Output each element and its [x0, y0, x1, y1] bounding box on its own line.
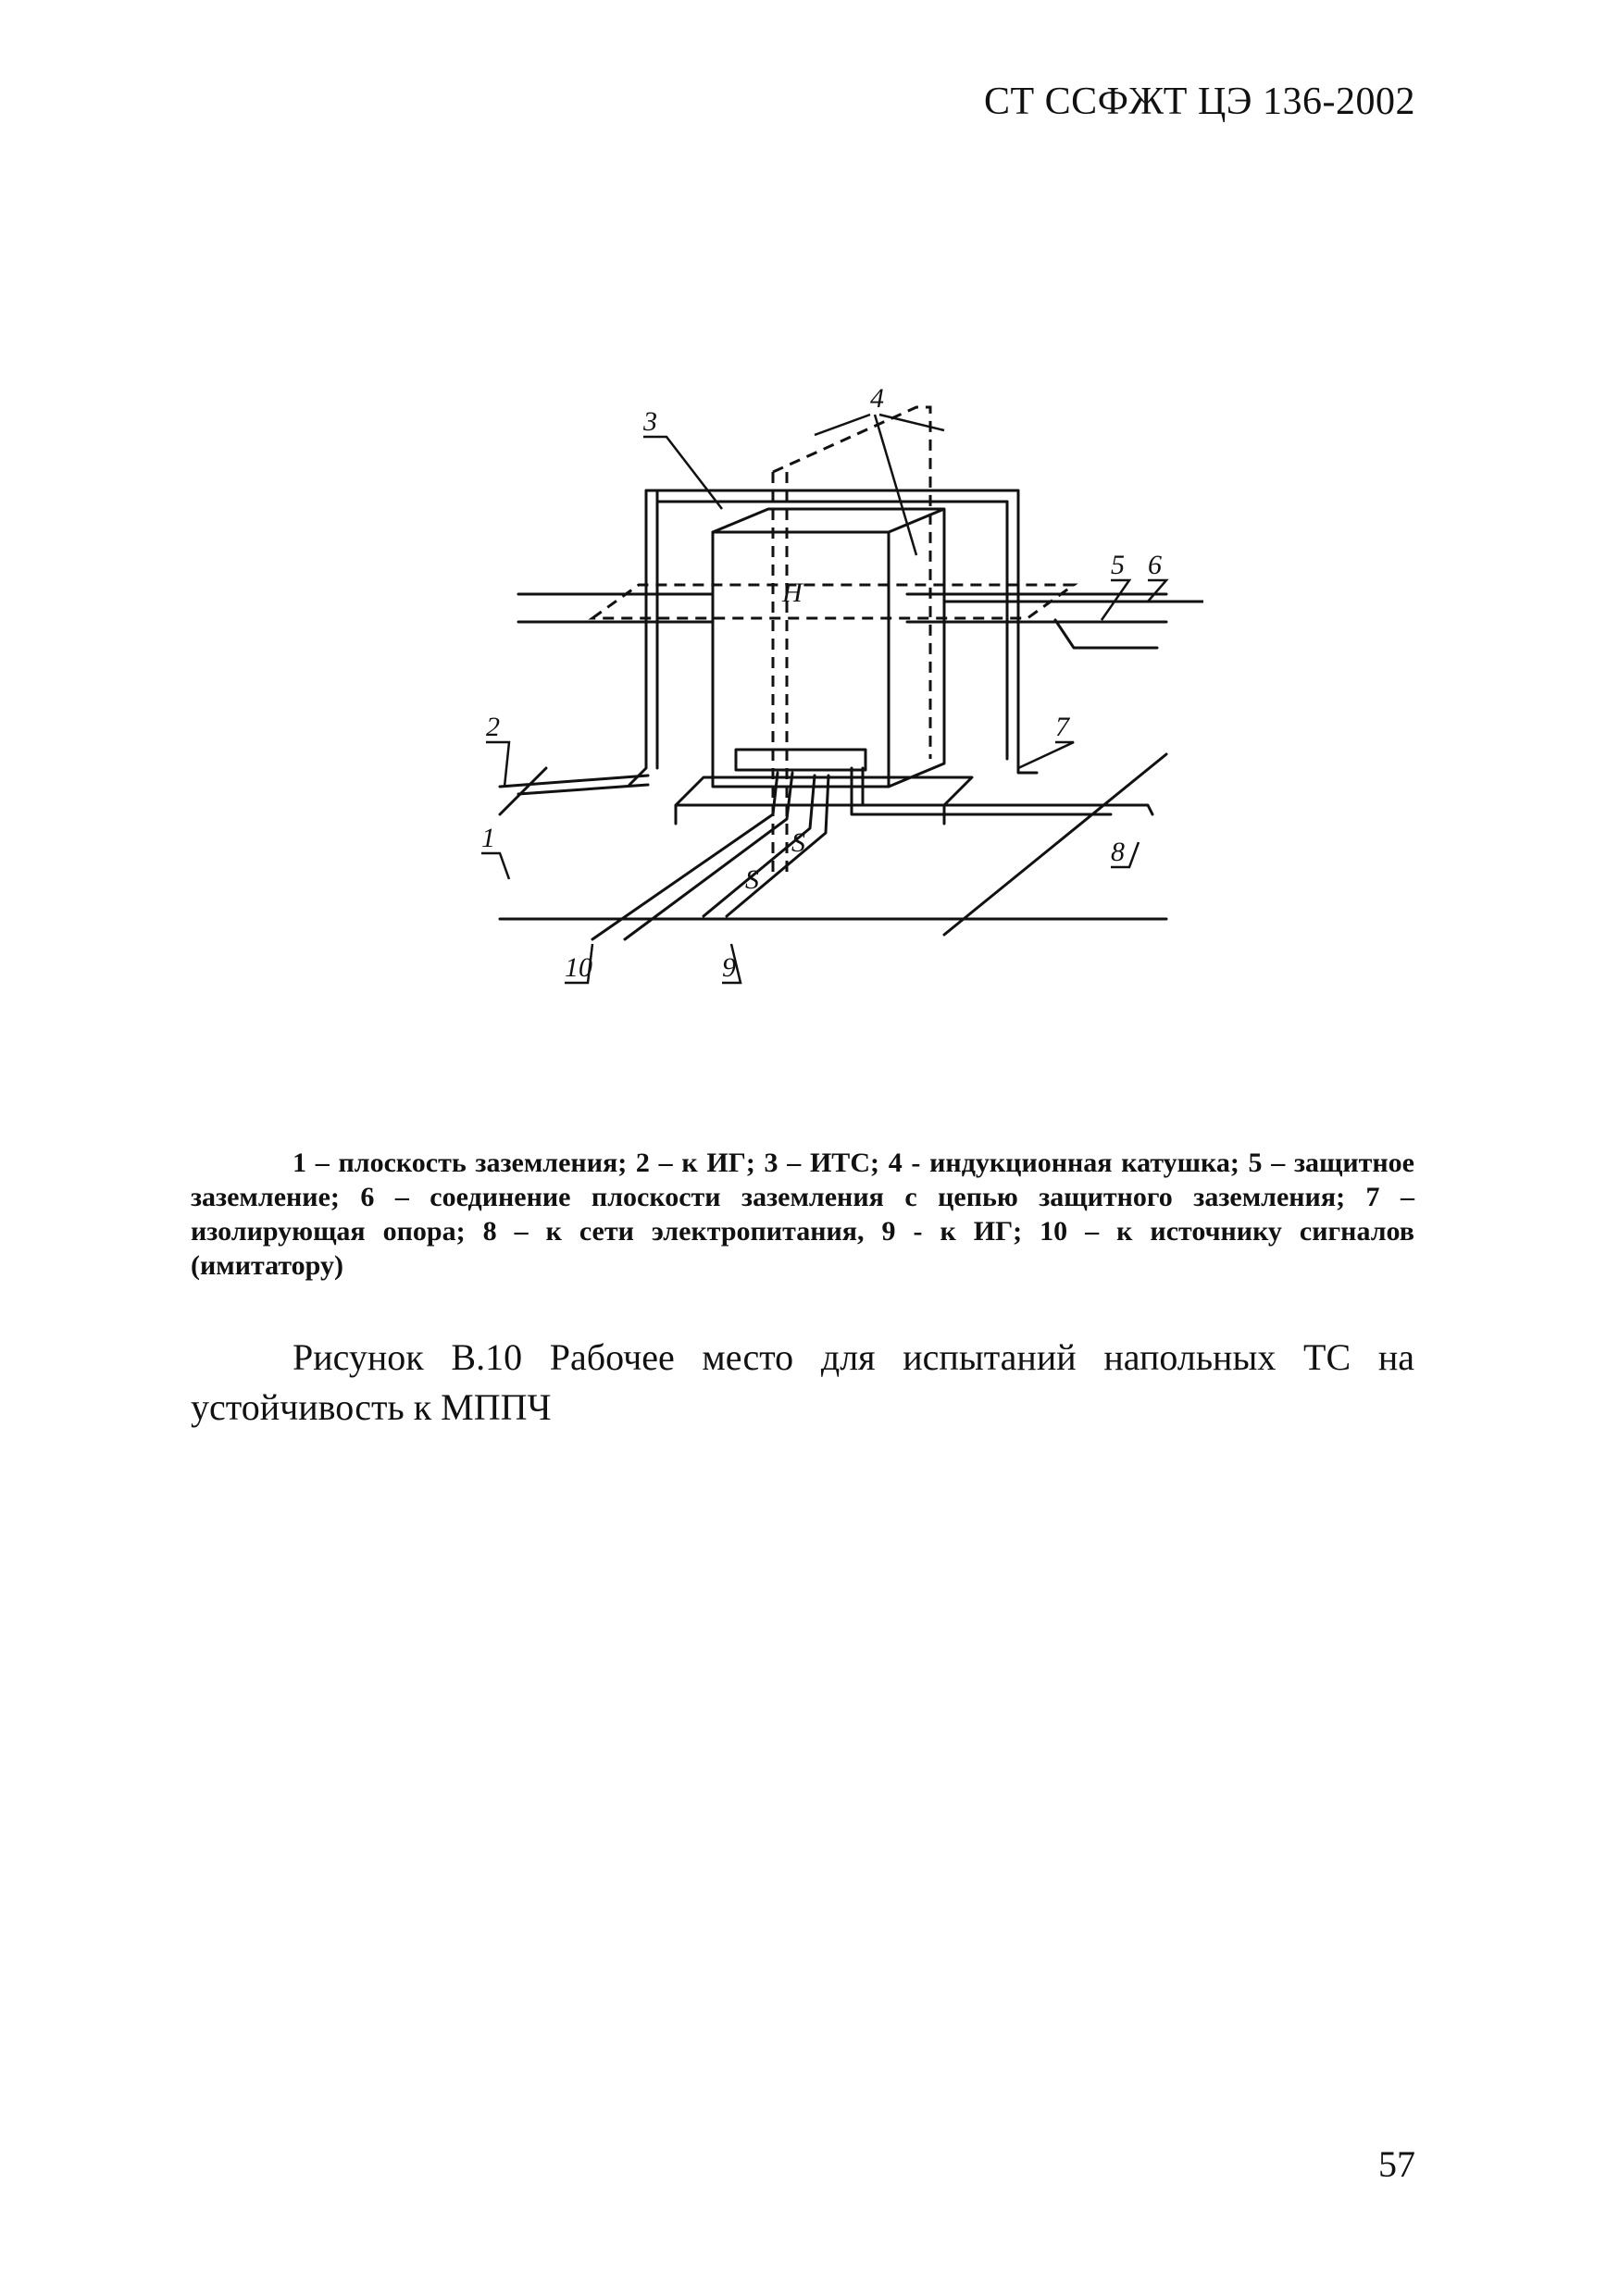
test-setup-figure	[463, 324, 1203, 990]
leader-2	[486, 742, 509, 787]
figure-caption: Рисунок В.10 Рабочее место для испытаний напольных ТС на устойчивость к МППЧ	[191, 1336, 1414, 1428]
leader-7	[1018, 742, 1074, 768]
cable-signal-source	[592, 773, 792, 939]
test-setup-diagram	[463, 324, 1203, 990]
protective-earth	[944, 602, 1203, 648]
leader-3	[643, 437, 722, 509]
label-10: 10	[565, 952, 592, 983]
cable-generator-9	[704, 776, 828, 916]
frame-left	[629, 490, 657, 785]
label-8: 8	[1111, 837, 1125, 867]
label-h: H	[782, 577, 803, 608]
label-4: 4	[870, 383, 884, 414]
label-3: 3	[643, 406, 657, 437]
label-s-upper: S	[791, 827, 805, 858]
page-number: 57	[1378, 2143, 1415, 2185]
label-9: 9	[722, 952, 736, 983]
frame-right	[1007, 490, 1037, 773]
label-2: 2	[486, 712, 500, 742]
label-5: 5	[1111, 550, 1125, 580]
figure-legend: 1 – плоскость заземления; 2 – к ИГ; 3 – ИТС; 4 - индукционная катушка; 5 – защитное заземление; 6 – соединение плоскости заземления с цепью защитного заземления; 7 – изолирующая опора; 8 – к сети электропитания, 9 - к ИГ; 10 – к источнику сигналов (имитатору)	[191, 1148, 1414, 1281]
frame-top	[646, 490, 1018, 502]
label-s-lower: S	[745, 864, 759, 895]
document-header: СТ ССФЖТ ЦЭ 136-2002	[984, 81, 1415, 123]
label-6: 6	[1148, 550, 1162, 580]
label-7: 7	[1055, 712, 1069, 742]
cable-power	[852, 768, 1152, 814]
label-1: 1	[481, 823, 495, 853]
leader-1	[481, 853, 509, 879]
leader-6	[1148, 580, 1166, 602]
